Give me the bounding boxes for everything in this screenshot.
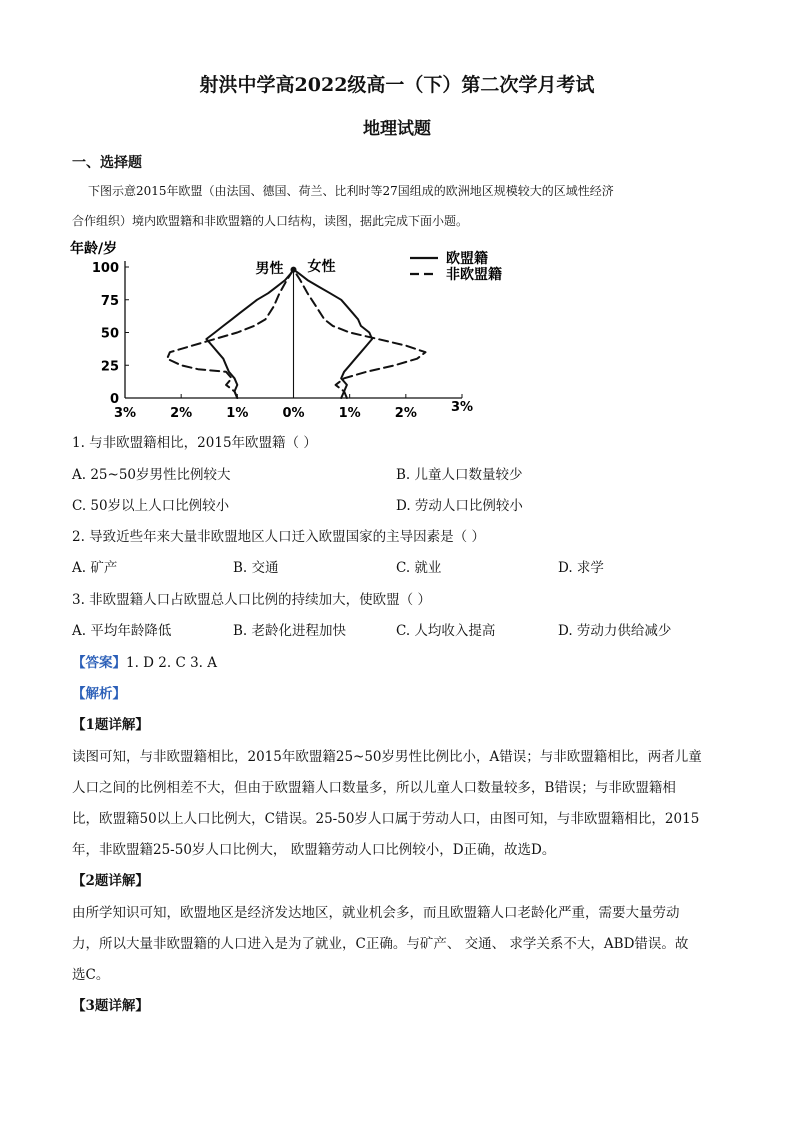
- series-line-non-eu-female: [294, 270, 426, 398]
- question-1-option-a[interactable]: A. 25~50岁男性比例较大: [72, 467, 231, 483]
- intro-line-1: 下图示意2015年欧盟（由法国、德国、荷兰、比利时等27国组成的欧洲地区规模较大的区域性经济: [88, 184, 614, 198]
- detail-1-line-4: 年，非欧盟籍25-50岁人口比例大， 欧盟籍劳动人口比例较小，D正确，故选D。: [72, 842, 556, 858]
- x-tick-label: 3%: [450, 400, 474, 415]
- x-tick-label: 0%: [282, 406, 305, 421]
- answer-text: 1. D 2. C 3. A: [126, 655, 217, 671]
- legend-label: 非欧盟籍: [446, 267, 502, 283]
- y-tick-label: 100: [91, 261, 119, 276]
- section-title: 一、选择题: [72, 155, 142, 171]
- question-2-option-d[interactable]: D. 求学: [558, 560, 604, 576]
- analysis-label: 【解析】: [72, 686, 126, 702]
- question-3-option-d[interactable]: D. 劳动力供给减少: [558, 623, 672, 639]
- question-3-option-a[interactable]: A. 平均年龄降低: [72, 623, 172, 639]
- y-tick-label: 50: [100, 326, 119, 342]
- detail-3-heading: 【3题详解】: [72, 998, 149, 1014]
- detail-1-line-2: 人口之间的比例相差不大，但由于欧盟籍人口数量多，所以儿童人口数量较多，B错误；与非欧盟籍相: [72, 780, 676, 796]
- question-2-option-c[interactable]: C. 就业: [396, 560, 442, 576]
- answer-label: 【答案】: [72, 655, 126, 671]
- answer-row: [72, 651, 217, 671]
- page-subtitle: 地理试题: [363, 119, 431, 139]
- x-tick-label: 1%: [338, 406, 361, 421]
- population-pyramid-chart: [70, 236, 540, 426]
- detail-2-line-3: 选C。: [72, 967, 110, 983]
- series-line-eu-male: [206, 270, 293, 398]
- page-title: 射洪中学高2022级高一（下）第二次学月考试: [199, 74, 595, 96]
- detail-2-line-2: 力，所以大量非欧盟籍的人口进入是为了就业，C正确。与矿产、 交通、 求学关系不大，ABD错误。故: [72, 936, 689, 952]
- question-1-option-d[interactable]: D. 劳动人口比例较小: [396, 498, 523, 514]
- x-tick-label: 3%: [113, 406, 137, 421]
- y-tick-label: 0: [109, 392, 119, 407]
- legend-label: 欧盟籍: [446, 251, 488, 267]
- question-1-option-c[interactable]: C. 50岁以上人口比例较小: [72, 498, 230, 514]
- detail-1-heading: 【1题详解】: [72, 717, 149, 733]
- analysis-row: [72, 682, 126, 702]
- question-3-stem: 3. 非欧盟籍人口占欧盟总人口比例的持续加大，使欧盟（ ）: [72, 592, 431, 608]
- male-label: 男性: [255, 261, 284, 277]
- question-3-option-c[interactable]: C. 人均收入提高: [396, 623, 496, 639]
- x-tick-label: 2%: [394, 406, 417, 421]
- question-1-option-b[interactable]: B. 儿童人口数量较少: [396, 467, 523, 483]
- question-1-stem: 1. 与非欧盟籍相比，2015年欧盟籍（ ）: [72, 435, 317, 451]
- y-tick-label: 75: [100, 293, 119, 309]
- detail-2-line-1: 由所学知识可知，欧盟地区是经济发达地区，就业机会多，而且欧盟籍人口老龄化严重，需要大量劳动: [72, 905, 680, 921]
- question-2-option-a[interactable]: A. 矿产: [72, 560, 118, 576]
- question-3-option-b[interactable]: B. 老龄化进程加快: [233, 623, 347, 639]
- intro-line-2: 合作组织）境内欧盟籍和非欧盟籍的人口结构，读图，据此完成下面小题。: [72, 214, 469, 228]
- x-tick-label: 1%: [226, 406, 249, 421]
- y-tick-label: 25: [100, 359, 119, 375]
- y-axis-title: 年龄/岁: [70, 241, 118, 257]
- female-label: 女性: [307, 259, 336, 275]
- detail-2-heading: 【2题详解】: [72, 873, 149, 889]
- detail-1-line-1: 读图可知，与非欧盟籍相比，2015年欧盟籍25~50岁男性比例比小，A错误；与非欧盟籍相比，两者儿童: [72, 749, 702, 765]
- x-tick-label: 2%: [170, 406, 193, 421]
- question-2-option-b[interactable]: B. 交通: [233, 560, 279, 576]
- chart-svg: [70, 236, 540, 426]
- question-2-stem: 2. 导致近些年来大量非欧盟地区人口迁入欧盟国家的主导因素是（ ）: [72, 529, 485, 545]
- detail-1-line-3: 比，欧盟籍50以上人口比例大，C错误。25-50岁人口属于劳动人口，由图可知，与非欧盟籍相比，2015: [72, 811, 700, 827]
